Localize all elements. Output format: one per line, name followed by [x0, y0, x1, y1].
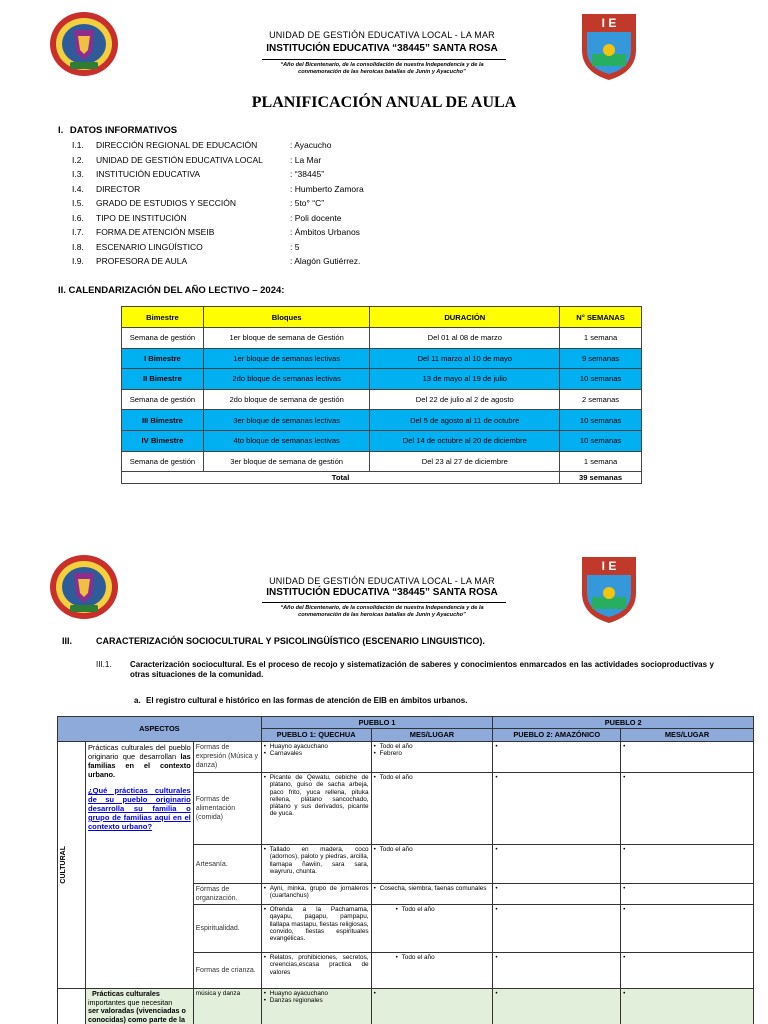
calendar-header-row — [122, 307, 642, 328]
amazonico-cell — [493, 953, 621, 989]
calendar-cell: 1er bloque de semanas lectivas — [203, 348, 370, 369]
school-shield-logo-2 — [578, 553, 640, 625]
cultural-table — [57, 716, 754, 1024]
datos-row-label: DIRECCIÓN REGIONAL DE EDUCACIÓN — [96, 140, 258, 150]
empty-bullet — [623, 954, 751, 961]
institution-title: INSTITUCIÓN EDUCATIVA “38445” SANTA ROSA — [266, 43, 498, 54]
section-1-heading — [58, 125, 177, 136]
mes-lugar-2-header: MES/LUGAR — [621, 729, 754, 742]
amazonico-mes-cell — [621, 742, 754, 773]
forma-cell: Formas de crianza. — [193, 953, 261, 989]
green-forma-cell: música y danza — [193, 989, 261, 1024]
calendar-cell: 1 semana — [560, 328, 642, 349]
green-empty-cell — [621, 989, 754, 1024]
green-item-bullet: • Huayno ayacuchano — [264, 990, 369, 997]
section-3-heading — [62, 636, 485, 646]
header-divider — [262, 59, 506, 60]
item-bullet: • Ayni, minka, grupo de jornaleros (cuartanchus) — [264, 885, 369, 900]
green-empty-cell — [493, 989, 621, 1024]
institution-title-2: INSTITUCIÓN EDUCATIVA “38445” SANTA ROSA — [266, 587, 498, 598]
items-cell — [261, 905, 371, 953]
calendar-cell: 10 semanas — [560, 430, 642, 451]
item-bullet: • Ofrenda a la Pachamama, qayapu, pagapu, pampapu, llallapa mastapu, fiestas religiosas, convido, fiestas espirituales evangélicas. — [264, 906, 369, 942]
quechua-header: PUEBLO 1: QUECHUA — [261, 729, 371, 742]
datos-row-number: I.6. — [72, 212, 84, 223]
forma-cell: Formas de expresión (Música y danza) — [193, 742, 261, 773]
ugel-title-2: UNIDAD DE GESTIÓN EDUCATIVA LOCAL - LA MAR — [269, 576, 495, 586]
section-1-title: DATOS INFORMATIVOS — [69, 125, 178, 136]
item-bullet: • Picante de Qewatu, cebiche de plátano, guiso de sacha arbeja, paco frito, yuca rellena, pituka rellena, plátano sancochado, plátano y sus derivados, picante de yuca. — [264, 774, 369, 818]
calendar-cell: 1 semana — [560, 451, 642, 472]
datos-row — [72, 256, 472, 270]
calendar-row — [122, 430, 642, 451]
calendar-header-cell: Bimestre — [122, 307, 204, 328]
motto-line-1-b: “Año del Bicentenario, de la consolidación de nuestra Independencia y de la — [280, 605, 484, 611]
mes-bullet: • Todo el año — [374, 774, 491, 781]
pueblo1-header: PUEBLO 1 — [261, 717, 493, 729]
items-cell — [261, 884, 371, 905]
section-1-number: I. — [58, 125, 64, 136]
amazonico-cell — [493, 845, 621, 884]
section-3-title: CARACTERIZACIÓN SOCIOCULTURAL Y PSICOLINGÜÍSTICO (ESCENARIO LINGUISTICO). — [96, 636, 485, 646]
calendar-cell: Del 01 al 08 de marzo — [370, 328, 560, 349]
section-2-heading: II. CALENDARIZACIÓN DEL AÑO LECTIVO – 2024: — [58, 285, 285, 296]
empty-bullet — [623, 774, 751, 781]
calendar-row — [122, 348, 642, 369]
calendar-cell: Del 23 al 27 de diciembre — [370, 451, 560, 472]
calendar-cell: 9 semanas — [560, 348, 642, 369]
calendar-row — [122, 369, 642, 390]
items-cell — [261, 953, 371, 989]
calendar-cell: 10 semanas — [560, 369, 642, 390]
green-empty-cell — [371, 989, 493, 1024]
subsection-text: Caracterización sociocultural. Es el proceso de recojo y sistematización de saberes y conocimientos enmarcados en las actividades socioproductivas y otras situaciones de la comunidad. — [130, 660, 714, 679]
datos-row-number: I.9. — [72, 256, 84, 266]
pueblo2-header: PUEBLO 2 — [493, 717, 754, 729]
calendar-row — [122, 328, 642, 349]
datos-row — [72, 155, 472, 169]
calendar-cell: I Bimestre — [122, 348, 204, 369]
mes-cell — [371, 773, 493, 845]
amazonico-mes-cell — [621, 773, 754, 845]
calendar-cell: 2 semanas — [560, 389, 642, 410]
motto-line-1: “Año del Bicentenario, de la consolidación de nuestra Independencia y de la — [280, 62, 484, 68]
practicas-text-b: las familias en el contexto urbano. — [87, 752, 191, 779]
items-cell — [261, 742, 371, 773]
calendar-cell: Del 14 de octubre al 20 de diciembre — [370, 430, 560, 451]
calendar-total-label: Total — [122, 472, 560, 484]
empty-bullet — [495, 990, 618, 997]
items-cell — [261, 773, 371, 845]
empty-bullet — [495, 743, 618, 750]
datos-row-label: FORMA DE ATENCIÓN MSEIB — [96, 227, 215, 237]
practicas-2-line: conocidas) como parte de la — [87, 1014, 186, 1024]
mes-cell — [371, 845, 493, 884]
cultural-label: CULTURAL — [60, 846, 67, 884]
mes-lugar-header: MES/LUGAR — [371, 729, 493, 742]
calendar-row — [122, 389, 642, 410]
item-a-text: El registro cultural e histórico en las formas de atención de EIB en ámbitos urbanos. — [146, 696, 468, 705]
datos-row — [72, 213, 472, 227]
empty-bullet — [495, 906, 618, 913]
empty-bullet — [495, 846, 618, 853]
mes-bullet: • Todo el año — [374, 846, 491, 853]
ugel-logo-2 — [48, 553, 120, 621]
datos-row-value: : La Mar — [290, 154, 322, 165]
empty-bullet — [623, 743, 751, 750]
header-row-1 — [58, 717, 754, 729]
aspectos-header: ASPECTOS — [58, 717, 262, 742]
calendar-cell: 2do bloque de semanas lectivas — [203, 369, 370, 390]
datos-row-label: UNIDAD DE GESTIÓN EDUCATIVA LOCAL — [96, 154, 263, 165]
mes-bullet: • Todo el año — [374, 906, 491, 913]
mes-cell — [371, 953, 493, 989]
calendar-cell: Del 22 de julio al 2 de agosto — [370, 389, 560, 410]
calendar-total-value: 39 semanas — [560, 472, 642, 484]
subsection-number: III.1. — [96, 660, 112, 669]
datos-row-number: I.8. — [72, 241, 84, 252]
shield-letters: I E — [601, 16, 617, 30]
green-item-bullet: • Danzas regionales — [264, 997, 369, 1004]
empty-bullet — [495, 774, 618, 781]
calendar-total-row — [122, 472, 642, 484]
amazonico-cell — [493, 905, 621, 953]
practicas-text-a: Prácticas culturales del pueblo originario que desarrollan — [87, 743, 191, 761]
amazonico-cell — [493, 773, 621, 845]
datos-row-number: I.5. — [72, 198, 84, 208]
practicas-cell — [85, 742, 193, 989]
datos-row-label: ESCENARIO LINGÜÍSTICO — [96, 241, 203, 252]
calendar-row — [122, 410, 642, 431]
calendar-table — [121, 306, 642, 484]
cultural-row-green — [58, 989, 754, 1024]
datos-row-value: : “38445” — [290, 169, 325, 179]
practicas-2-line: Prácticas culturales — [91, 989, 160, 998]
practicas-text — [88, 743, 191, 779]
calendar-cell: Semana de gestión — [122, 389, 204, 410]
mes-cell — [371, 742, 493, 773]
datos-row-number: I.3. — [72, 169, 84, 179]
page-title: PLANIFICACIÓN ANUAL DE AULA — [251, 94, 517, 111]
mes-cell — [371, 905, 493, 953]
datos-row-label: GRADO DE ESTUDIOS Y SECCIÓN — [96, 198, 236, 208]
datos-row-number: I.2. — [72, 154, 84, 165]
calendar-cell: 4to bloque de semanas lectivas — [203, 430, 370, 451]
calendar-cell: 3er bloque de semanas lectivas — [203, 410, 370, 431]
amazonico-mes-cell — [621, 905, 754, 953]
empty-bullet — [623, 885, 751, 892]
amazonico-mes-cell — [621, 845, 754, 884]
forma-cell: Artesanía. — [193, 845, 261, 884]
datos-row-value: : Ámbitos Urbanos — [290, 227, 360, 237]
calendar-cell: III Bimestre — [122, 410, 204, 431]
cultural-row — [58, 742, 754, 773]
datos-row-value: : 5 — [290, 241, 300, 252]
green-items-cell — [261, 989, 371, 1024]
practicas-2-line: ser valoradas (vivenciadas o — [87, 1006, 186, 1016]
practicas-2-line: importantes que necesitan — [87, 997, 173, 1007]
item-bullet: • Relatos, prohibiciones, secretos, creencias,escasa practica de valores — [264, 954, 369, 976]
items-cell — [261, 845, 371, 884]
datos-row-label: PROFESORA DE AULA — [96, 256, 188, 266]
datos-row-label: INSTITUCIÓN EDUCATIVA — [96, 169, 201, 179]
datos-row — [72, 184, 472, 198]
item-a-label: a. — [134, 696, 141, 705]
practicas-2-cell — [85, 989, 193, 1024]
ugel-logo — [48, 10, 120, 78]
section-3-number: III. — [62, 636, 73, 646]
calendar-row — [122, 451, 642, 472]
item-bullet: • Carnavales — [264, 750, 369, 757]
datos-row-value: : Ayacucho — [290, 140, 332, 150]
aspect-cell-empty — [58, 989, 86, 1024]
datos-row-number: I.4. — [72, 183, 84, 194]
empty-bullet — [495, 885, 618, 892]
motto-line-2: conmemoración de las heroicas batallas de Junín y Ayacucho” — [298, 69, 466, 75]
calendar-header-cell: Bloques — [203, 307, 370, 328]
empty-bullet — [623, 906, 751, 913]
empty-bullet — [623, 990, 751, 997]
mes-cell — [371, 884, 493, 905]
calendar-cell: 1er bloque de semana de Gestión — [203, 328, 370, 349]
amazonico-cell — [493, 742, 621, 773]
mes-bullet: • Febrero — [374, 750, 491, 757]
shield-letters-2: I E — [601, 559, 617, 573]
datos-row-value: : Alagón Gutiérrez. — [290, 256, 361, 266]
calendar-header-cell: N° SEMANAS — [560, 307, 642, 328]
calendar-cell: 3er bloque de semana de gestión — [203, 451, 370, 472]
cultural-aspect-cell — [58, 742, 86, 989]
calendar-cell: 2do bloque de semana de gestión — [203, 389, 370, 410]
datos-row-value: : 5to° “C” — [290, 198, 325, 208]
calendar-header-cell: DURACIÓN — [370, 307, 560, 328]
datos-row-value: : Humberto Zamora — [290, 183, 364, 194]
calendar-cell: 10 semanas — [560, 410, 642, 431]
datos-row-label: DIRECTOR — [96, 183, 141, 194]
empty-bullet — [495, 954, 618, 961]
empty-bullet — [623, 846, 751, 853]
motto-line-2-b: conmemoración de las heroicas batallas de Junín y Ayacucho” — [298, 612, 466, 618]
item-bullet: • Tallado en madera, coco (adornos), paloto y piedras, arcilla, llamapa ñawiin, sara sara, wayruru, chunta. — [264, 846, 369, 875]
calendar-cell: II Bimestre — [122, 369, 204, 390]
datos-row — [72, 169, 472, 183]
item-bullet: • Huayno ayacuchano — [264, 743, 369, 750]
datos-row-number: I.7. — [72, 227, 84, 237]
calendar-cell: Del 5 de agosto al 11 de octubre — [370, 410, 560, 431]
school-shield-logo — [578, 10, 640, 82]
forma-cell: Espiritualidad. — [193, 905, 261, 953]
mes-bullet: • Cosecha, siembra, faenas comunales — [374, 885, 491, 892]
forma-cell: Formas de alimentación (comida) — [193, 773, 261, 845]
calendar-cell: Del 11 marzo al 10 de mayo — [370, 348, 560, 369]
practicas-question: ¿Qué prácticas culturales de su pueblo originario desarrolla su familia o grupo de familias aquí en el contexto urbano? — [87, 786, 191, 831]
datos-row — [72, 198, 472, 212]
amazonico-mes-cell — [621, 953, 754, 989]
amazonico-header: PUEBLO 2: AMAZÓNICO — [493, 729, 621, 742]
mes-bullet: • Todo el año — [374, 743, 491, 750]
calendar-cell: Semana de gestión — [122, 328, 204, 349]
amazonico-mes-cell — [621, 884, 754, 905]
header-divider-2 — [262, 602, 506, 603]
datos-row — [72, 227, 472, 241]
datos-row — [72, 242, 472, 256]
datos-row-number: I.1. — [72, 140, 84, 150]
calendar-cell: 13 de mayo al 19 de julio — [370, 369, 560, 390]
amazonico-cell — [493, 884, 621, 905]
datos-row-value: : Poli docente — [290, 212, 342, 223]
datos-row-label: TIPO DE INSTITUCIÓN — [96, 212, 187, 223]
forma-cell: Formas de organización. — [193, 884, 261, 905]
datos-row — [72, 140, 472, 154]
calendar-cell: Semana de gestión — [122, 451, 204, 472]
mes-bullet: • Todo el año — [374, 954, 491, 961]
calendar-cell: IV Bimestre — [122, 430, 204, 451]
ugel-title: UNIDAD DE GESTIÓN EDUCATIVA LOCAL - LA MAR — [269, 30, 495, 40]
empty-bullet — [374, 990, 491, 997]
